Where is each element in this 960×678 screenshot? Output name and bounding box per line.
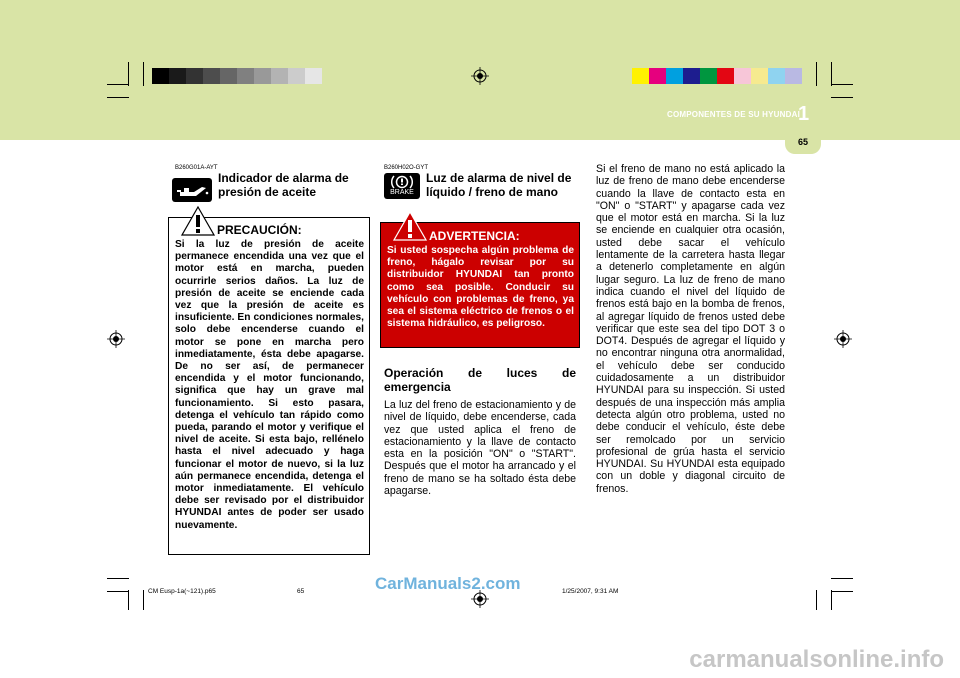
section-title: Luz de alarma de nivel de líquido / freno de mano bbox=[426, 171, 572, 199]
brake-icon-label: BRAKE bbox=[390, 189, 414, 196]
chapter-number: 1 bbox=[798, 103, 810, 125]
warning-heading: ADVERTENCIA: bbox=[429, 229, 520, 243]
page-number: 65 bbox=[797, 137, 808, 147]
warning-triangle-icon bbox=[181, 206, 215, 236]
watermark-site: carmanualsonline.info bbox=[689, 646, 944, 673]
body-text: La luz del freno de estacionamiento y de nivel de líquido, debe encenderse, cada vez que usted aplica el freno de estacionamiento y la llave de contacto esta en la posición "ON" o "START". Después que el motor ha arrancado y el freno de mano se ha soltado ésta debe apagarse. bbox=[384, 399, 576, 498]
caution-text: Si la luz de presión de aceite permanece encendida una vez que el motor está en marcha, pueden ocurrirle serios daños. La luz de presión de aceite se enciende cada vez que la presión de aceite es insuficiente. En condiciones normales, solo debe encenderse cuando el motor se pone en marcha pero inmediatamente, ésta debe apagarse. De no ser así, de permanecer encendida y el motor funcionando, significa que hay un grave mal funcionamiento. Si esto pasara, detenga el vehículo tan rápido como pueda, parando el motor y verifique el nivel de aceite. Si esta bajo, rellénelo hasta el nivel adecuado y haga funcionar el motor de nuevo, si la luz aún permanece encendida, detenga el motor inmediatamente. El vehículo debe ser revisado por el distribuidor HYUNDAI antes de poder ser usado nuevamente. bbox=[175, 239, 364, 531]
registration-crosshair-icon bbox=[834, 330, 852, 348]
chapter-label: COMPONENTES DE SU HYUNDAI bbox=[666, 110, 800, 119]
caution-box bbox=[168, 217, 370, 555]
watermark-link[interactable]: CarManuals2.com bbox=[375, 574, 521, 593]
registration-crosshair-icon bbox=[471, 67, 489, 85]
caution-heading: PRECAUCIÓN: bbox=[217, 223, 302, 237]
section-title: Indicador de alarma de presión de aceite bbox=[218, 171, 349, 199]
oil-can-icon bbox=[172, 178, 212, 202]
section-code: B260G01A-AYT bbox=[175, 165, 218, 171]
footer-file: CM Eusp-1a(~121).p65 bbox=[148, 588, 216, 595]
warning-triangle-icon bbox=[393, 211, 427, 241]
registration-crosshair-icon bbox=[107, 330, 125, 348]
brake-warning-icon bbox=[384, 173, 420, 199]
footer-page: 65 bbox=[297, 588, 305, 595]
section-code: B260H02O-GYT bbox=[384, 165, 429, 171]
footer-timestamp: 1/25/2007, 9:31 AM bbox=[562, 588, 619, 595]
warning-box bbox=[380, 222, 580, 348]
warning-text: Si usted sospecha algún problema de freno, hágalo revisar por su distribuidor HYUNDAI tan pronto como sea posible. Conducir su vehículo con problemas de freno, ya sea el sistema eléctrico de frenos o el sistema hidráulico, es peligroso. bbox=[387, 245, 574, 330]
subheading: Operación de luces de emergencia bbox=[384, 366, 576, 394]
body-text: Si el freno de mano no está aplicado la luz de freno de mano debe encenderse cuando la llave de contacto esta en "ON" o "START" y apagarse cada vez que el motor está en marcha. Si la luz se enciende en cualquier otra ocasión, usted debe sacar el vehículo lentamente de la carretera hasta llegar a detenerlo completamente en algún lugar seguro. La luz de freno de mano indica cuando el nivel del líquido de frenos está bajo en la bomba de frenos, al agregar líquido de frenos usted debe verificar que este sea del tipo DOT 3 o DOT4. Después de agregar el líquido y no encontrar ninguna otra anormalidad, el vehículo debe ser conducido cuidadosamente a un distribuidor HYUNDAI para su inspección. Si usted después de una inspección más amplia detecta algún otro problema, usted no debe conducir el vehículo, éste debe ser remolcado por un servicio profesional de grúa hasta el servicio HYUNDAI. Su HYUNDAI esta equipado con un doble y diagonal circuito de frenos. bbox=[596, 163, 785, 495]
